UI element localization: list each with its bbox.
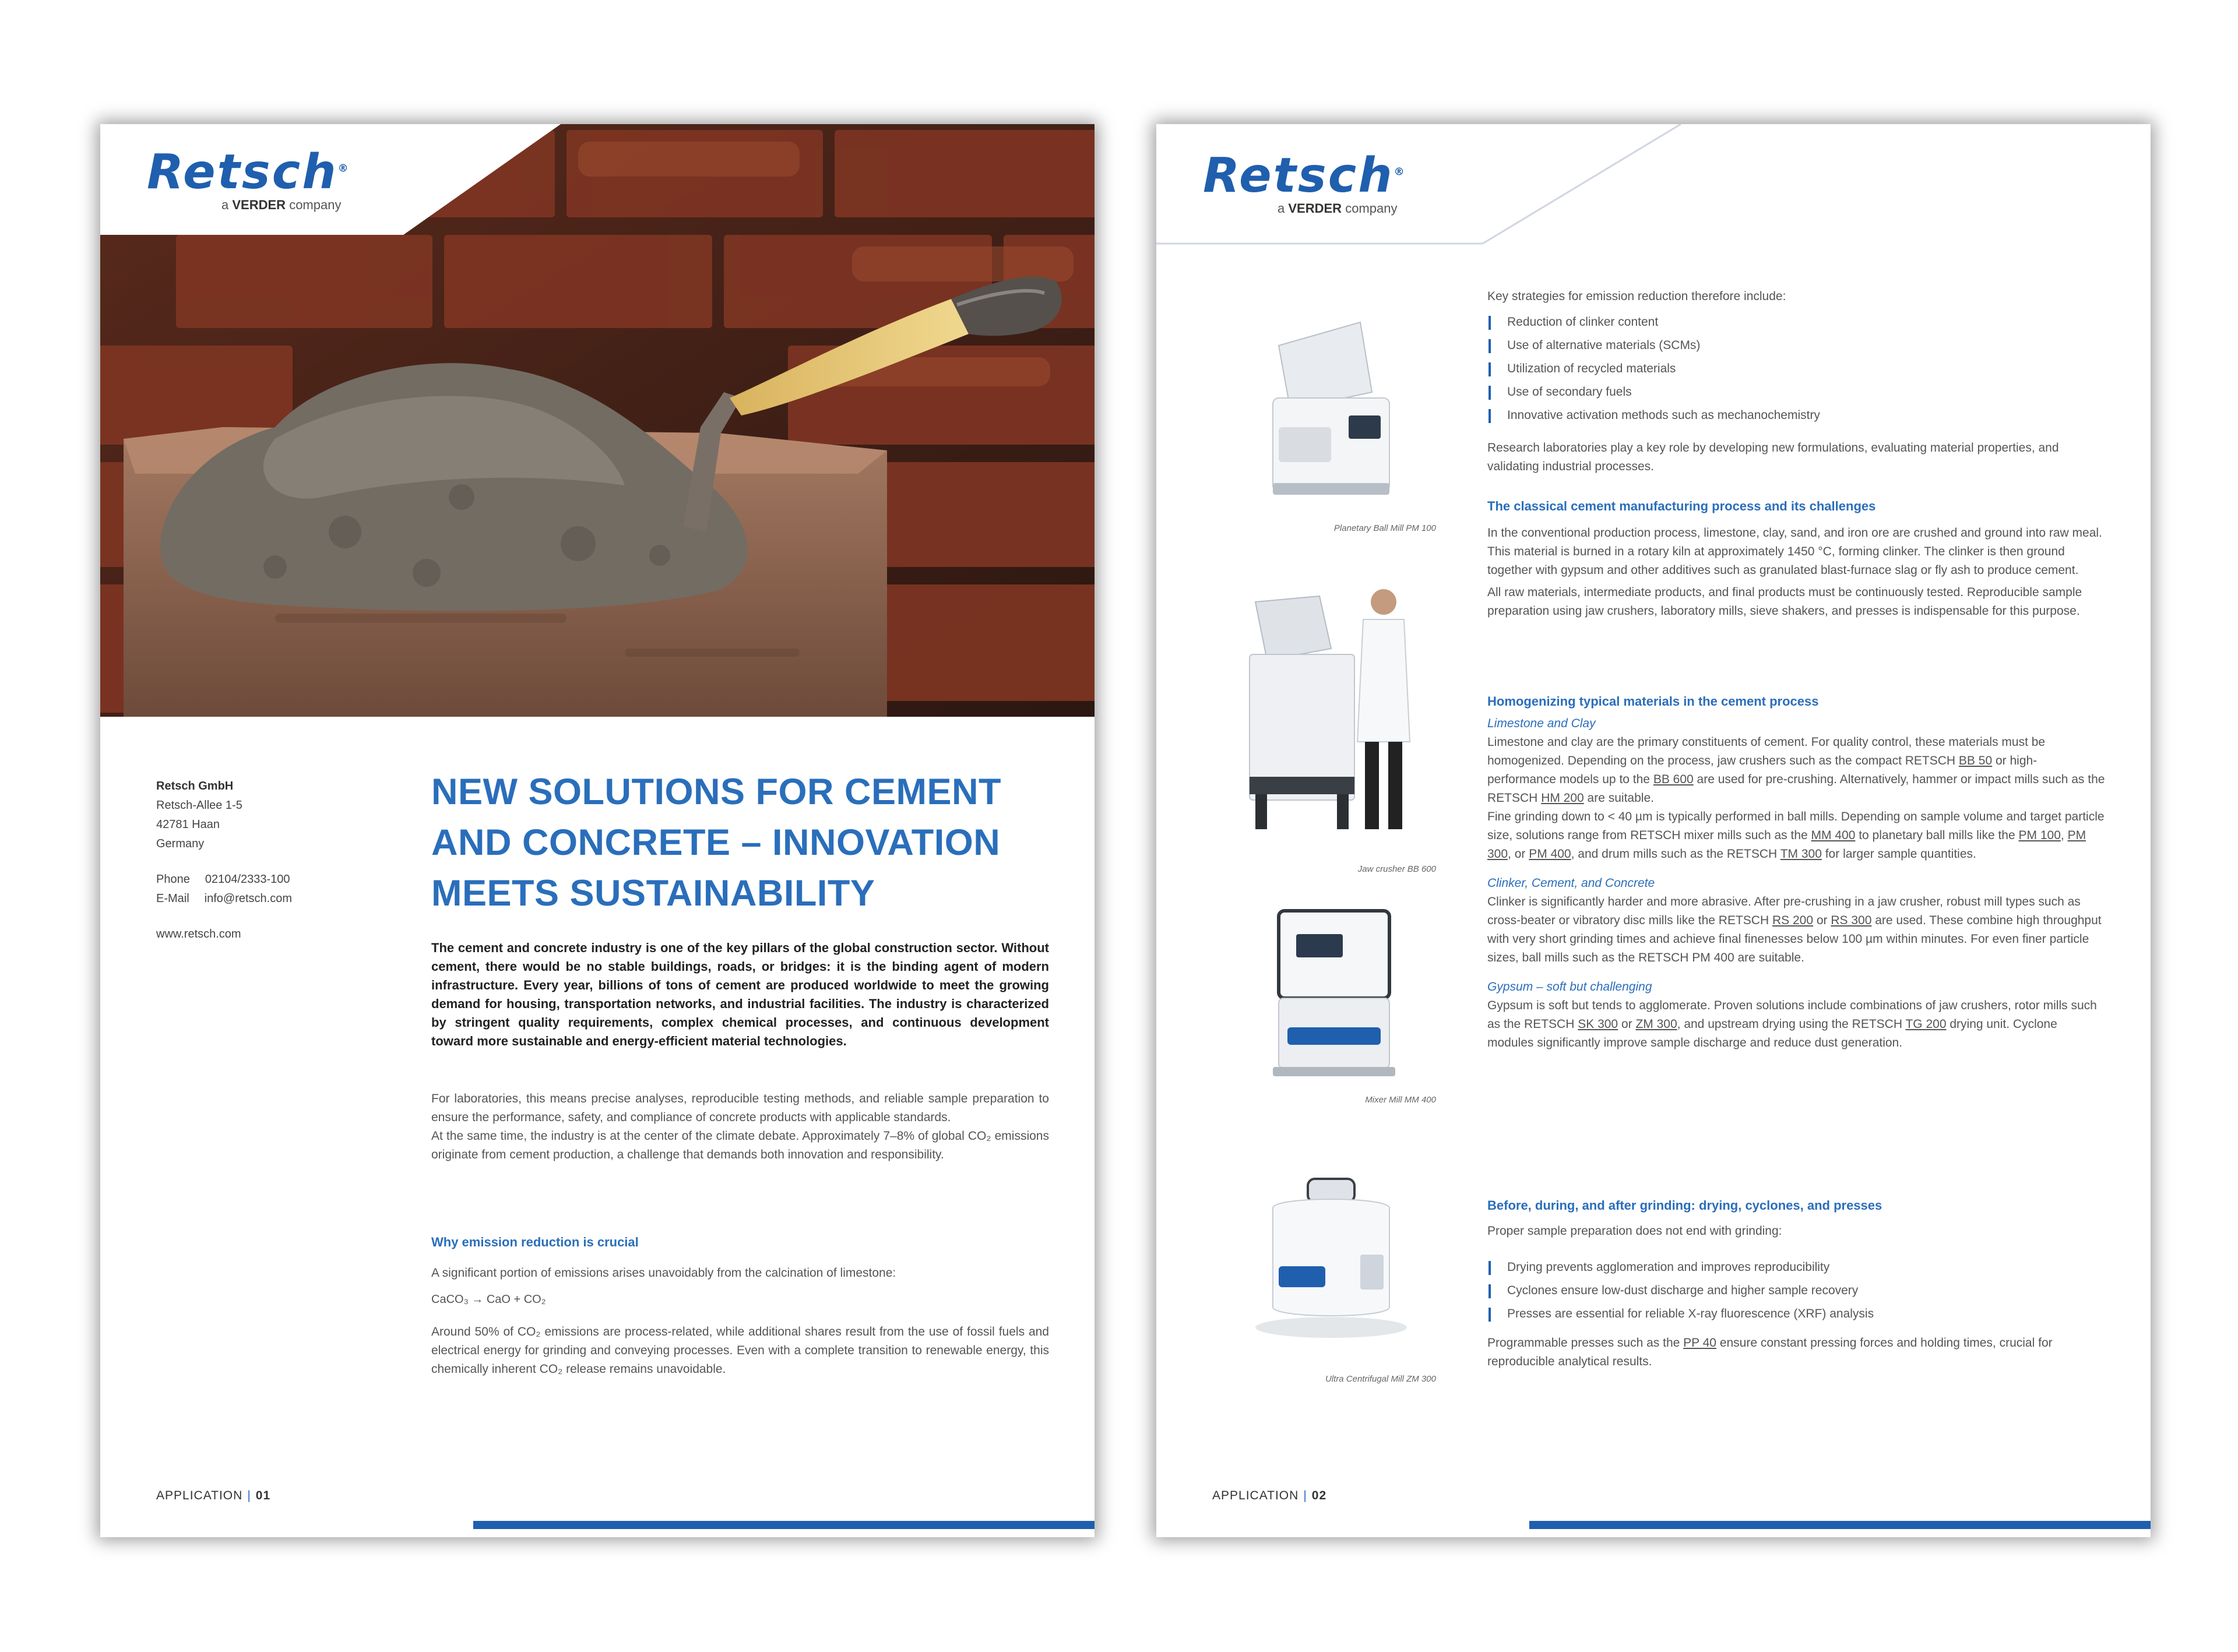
planetary-ball-mill-image (1255, 311, 1407, 509)
caption-bb600: Jaw crusher BB 600 (1357, 864, 1436, 874)
calcination-formula: CaCO₃ → CaO + CO₂ (431, 1293, 546, 1306)
list-item: Use of alternative materials (SCMs) (1487, 334, 2105, 357)
list-item: Cyclones ensure low-dust discharge and higher sample recovery (1487, 1279, 2105, 1302)
link-pp40[interactable]: PP 40 (1683, 1336, 1716, 1350)
before-after-section (1487, 1196, 2105, 1371)
logo-wordmark: Retsch (1203, 148, 1394, 203)
logo-wordmark: Retsch (147, 145, 338, 200)
mixer-mill-image (1261, 899, 1407, 1086)
website-link[interactable]: www.retsch.com (156, 928, 241, 941)
link-bb50[interactable]: BB 50 (1958, 754, 1993, 767)
brochure-page-2 (1156, 124, 2151, 1537)
emissions-paragraph: Around 50% of CO₂ emissions are process-related, while additional shares result from the use of fossil fuels and electrical energy for grinding and conveying processes. Even with a complete transition to renewable energy, this chemically inherent CO₂ release remains unavoidable. (431, 1325, 1049, 1376)
limestone-paragraph-1: Limestone and clay are the primary constituents of cement. For quality control, these materials must be homogenized. Depending on the process, jaw crushers such as the compact RETSCH BB 50 or high-performance models up to the BB 600 are used for pre-crushing. Alternatively, hammer or impact mills such as the RETSCH HM 200 are suitable. (1487, 735, 2105, 805)
contact-block (156, 777, 343, 944)
registered-mark: ® (337, 162, 350, 175)
clinker-paragraph: Clinker is significantly harder and more abrasive. After pre-crushing in a jaw crusher, robust mill types such as cross-beater or vibratory disc mills like the RETSCH RS 200 or RS 300 are used. These combine high throughput with very short grinding times and achieve final finenesses below 100 µm within minutes. For even finer particle sizes, ball mills such as the RETSCH PM 400 are suitable. (1487, 895, 2102, 964)
caption-zm300: Ultra Centrifugal Mill ZM 300 (1325, 1374, 1436, 1384)
list-item: Use of secondary fuels (1487, 381, 2105, 404)
classical-section (1487, 497, 2105, 621)
link-sk300[interactable]: SK 300 (1578, 1017, 1618, 1031)
link-zm300[interactable]: ZM 300 (1635, 1017, 1677, 1031)
classical-paragraph-2: All raw materials, intermediate products, and final products must be continuously tested. Reproducible sample preparation using jaw crushers, laboratory mills, sieve shakers, and presses is indispensable for this purpose. (1487, 586, 2082, 618)
intro-paragraph: For laboratories, this means precise analyses, reproducible testing methods, and reliable sample preparation to ensure the performance, safety, and compliance of concrete products with applicable standards. At the same time, the industry is at the center of the climate debate. Approximately 7–8% of global CO₂ emissions originate from cement production, a challenge that demands both innovation and responsibility. (431, 1092, 1049, 1161)
phone-row: Phone 02104/2333-100 (156, 873, 290, 886)
footer-accent-bar (473, 1521, 1095, 1529)
list-item: Presses are essential for reliable X-ray fluorescence (XRF) analysis (1487, 1302, 2105, 1326)
before-after-intro: Proper sample preparation does not end with grinding: (1487, 1224, 1782, 1238)
street: Retsch-Allee 1-5 (156, 799, 242, 812)
retsch-logo (147, 145, 392, 213)
limestone-subheading: Limestone and Clay (1487, 717, 1596, 730)
hero-image-trowel-mortar (100, 124, 1095, 717)
country: Germany (156, 837, 205, 850)
before-after-heading: Before, during, and after grinding: drying, cyclones, and presses (1487, 1198, 1882, 1213)
why-heading: Why emission reduction is crucial (431, 1235, 639, 1249)
why-text: A significant portion of emissions arises unavoidably from the calcination of limestone: (431, 1266, 896, 1280)
ultra-centrifugal-mill-image (1250, 1173, 1413, 1354)
caption-pm100: Planetary Ball Mill PM 100 (1333, 523, 1436, 533)
logo-tagline: a VERDER company (221, 198, 342, 212)
link-rs200[interactable]: RS 200 (1772, 914, 1814, 927)
homogenizing-section (1487, 692, 2105, 1052)
logo-tagline: a VERDER company (1278, 201, 1398, 216)
page-title: NEW SOLUTIONS FOR CEMENT AND CONCRETE – INNOVATION MEETS SUSTAINABILITY (431, 772, 1001, 914)
retsch-logo (1203, 148, 1448, 216)
presses-paragraph: Programmable presses such as the PP 40 ensure constant pressing forces and holding times, crucial for reproducible analytical results. (1487, 1336, 2053, 1368)
list-item: Innovative activation methods such as mechanochemistry (1487, 404, 2105, 427)
link-pm100[interactable]: PM 100 (2018, 829, 2061, 842)
link-pm400[interactable]: PM 400 (1529, 847, 1571, 861)
jaw-crusher-with-person-image (1232, 579, 1442, 853)
lead-paragraph: The cement and concrete industry is one of the key pillars of the global construction sector. Without cement, there would be no stable buildings, roads, or bridges: it is the binding agent of modern infrastructure. Every year, billions of tons of cement are produced worldwide to meet the growing demand for housing, transportation networks, and industrial facilities. The industry is characterized by stringent quality requirements, complex chemical processes, and continuous development toward more sustainable and energy-efficient material technologies. (431, 941, 1049, 1048)
link-hm200[interactable]: HM 200 (1541, 791, 1584, 805)
link-rs300[interactable]: RS 300 (1831, 914, 1872, 927)
list-item: Utilization of recycled materials (1487, 357, 2105, 381)
link-mm400[interactable]: MM 400 (1811, 829, 1856, 842)
strategies-intro: Key strategies for emission reduction therefore include: (1487, 290, 1786, 303)
strategies-list (1487, 311, 2105, 427)
caption-mm400: Mixer Mill MM 400 (1365, 1095, 1436, 1105)
list-item: Drying prevents agglomeration and improves reproducibility (1487, 1256, 2105, 1279)
brochure-page-1 (100, 124, 1095, 1537)
classical-paragraph-1: In the conventional production process, limestone, clay, sand, and iron ore are crushed and ground into raw meal. This material is burned in a rotary kiln at approximately 1450 °C, forming clinker. The clinker is then ground together with gypsum and other additives such as granulated blast-furnace slag or fly ash to produce cement. (1487, 526, 2102, 577)
classical-heading: The classical cement manufacturing process and its challenges (1487, 499, 1876, 513)
limestone-paragraph-2: Fine grinding down to < 40 µm is typically performed in ball mills. Depending on sample volume and target particle size, solutions range from RETSCH mixer mills such as the MM 400 to planetary ball mills like the PM 100, PM 300, or PM 400, and drum mills such as the RETSCH TM 300 for larger sample quantities. (1487, 810, 2105, 861)
strategies-section (1487, 287, 2105, 476)
list-item: Reduction of clinker content (1487, 311, 2105, 334)
page-footer: APPLICATION | 02 (1212, 1489, 1327, 1502)
gypsum-subheading: Gypsum – soft but challenging (1487, 980, 1652, 994)
registered-mark: ® (1394, 165, 1406, 178)
link-tm300[interactable]: TM 300 (1780, 847, 1822, 861)
company-name: Retsch GmbH (156, 780, 234, 792)
footer-accent-bar (1529, 1521, 2151, 1529)
research-paragraph: Research laboratories play a key role by developing new formulations, evaluating material properties, and validating industrial processes. (1487, 441, 2059, 473)
city: 42781 Haan (156, 818, 220, 831)
email-row[interactable]: E-Mail info@retsch.com (156, 892, 293, 905)
page-footer: APPLICATION | 01 (156, 1489, 271, 1502)
link-pm300[interactable]: PM 300 (1487, 829, 2086, 861)
clinker-subheading: Clinker, Cement, and Concrete (1487, 876, 1655, 890)
link-bb600[interactable]: BB 600 (1653, 773, 1694, 786)
homogenizing-heading: Homogenizing typical materials in the cement process (1487, 694, 1819, 709)
link-tg200[interactable]: TG 200 (1905, 1017, 1947, 1031)
gypsum-paragraph: Gypsum is soft but tends to agglomerate. Proven solutions include combinations of jaw crushers, rotor mills such as the RETSCH SK 300 or ZM 300, and upstream drying using the RETSCH TG 200 drying unit. Cyclone modules significantly improve sample discharge and reduce dust generation. (1487, 999, 2097, 1049)
before-after-list (1487, 1256, 2105, 1326)
